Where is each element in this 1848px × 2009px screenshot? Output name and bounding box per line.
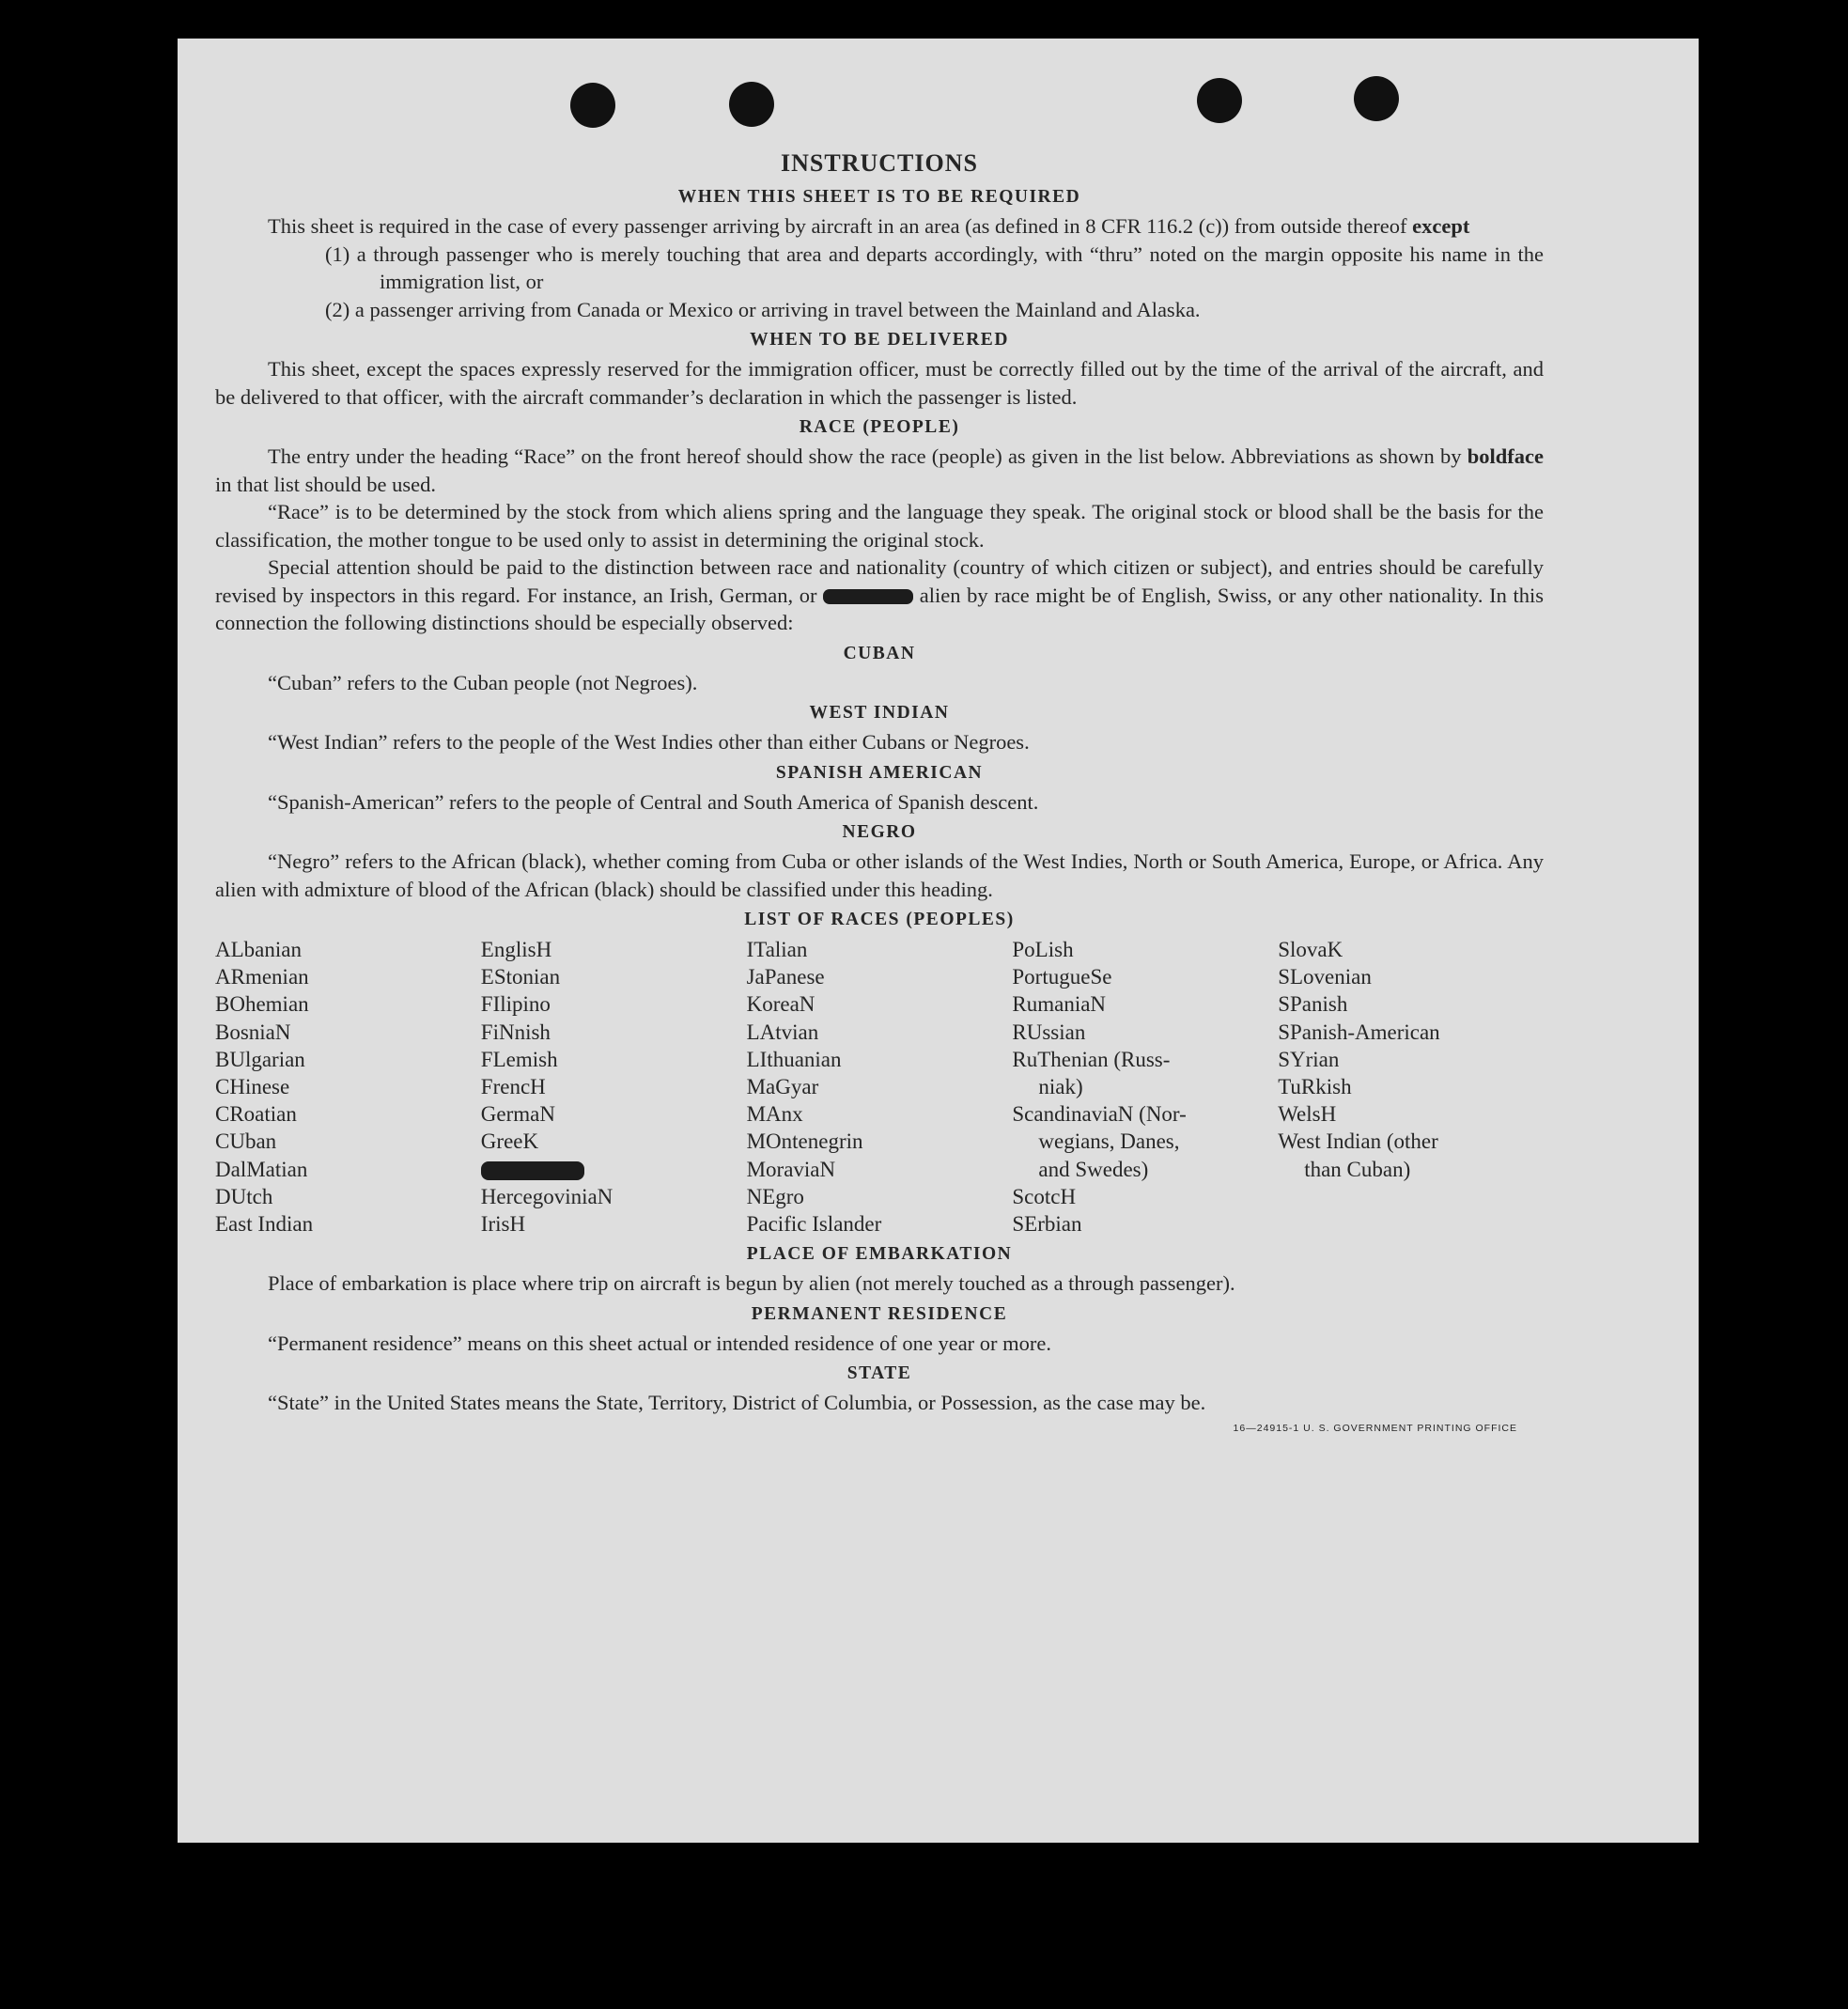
paragraph-race-1: The entry under the heading “Race” on the front hereof should show the race (people) as given in the list below. Abbreviations as shown by boldface in that list should be used.: [215, 444, 1544, 496]
paragraph-embarkation: Place of embarkation is place where trip on aircraft is begun by alien (not merely touched as a through passenger).: [268, 1271, 1235, 1296]
race-entry: FrencH: [480, 1075, 546, 1099]
race-entry: LAtvian: [746, 1020, 819, 1044]
race-entry: ITalian: [746, 938, 808, 961]
redaction-mark: [823, 589, 913, 604]
race-entry: SLovenian: [1278, 965, 1372, 989]
paragraph-residence: “Permanent residence” means on this sheet actual or intended residence of one year or more.: [268, 1331, 1052, 1355]
race-entry: Pacific Islander: [746, 1212, 882, 1237]
race-entry: NEgro: [746, 1184, 804, 1208]
redaction-mark: [481, 1161, 584, 1180]
race-entry: ARmenian: [215, 965, 309, 989]
race-entry: GreeK: [480, 1129, 539, 1154]
race-entry: GermaN: [480, 1102, 555, 1127]
exception-item-2: (2) a passenger arriving from Canada or Mexico or arriving in travel between the Mainland and Alaska.: [325, 297, 1201, 321]
paragraph-delivered: This sheet, except the spaces expressly reserved for the immigration officer, must be correctly filled out by the time of the arrival of the aircraft, and be delivered to that officer, with the aircraft commander’s declaration in which the passenger is listed.: [215, 357, 1544, 409]
races-list: [215, 936, 1544, 1238]
race-entry-continued: and Swedes): [1038, 1157, 1149, 1181]
section-heading-required: WHEN THIS SHEET IS TO BE REQUIRED: [677, 187, 1081, 207]
paragraph-state: “State” in the United States means the State, Territory, District of Columbia, or Possession, as the case may be.: [268, 1391, 1206, 1415]
section-heading-residence: PERMANENT RESIDENCE: [751, 1303, 1008, 1324]
punch-hole-4: [1354, 76, 1399, 121]
race-entry: ScotcH: [1012, 1184, 1077, 1208]
race-entry: West Indian (other: [1278, 1129, 1438, 1154]
race-entry: EnglisH: [480, 938, 552, 961]
races-column-5: [1278, 936, 1544, 1238]
race-entry: SYrian: [1278, 1047, 1340, 1071]
race-entry: FiNnish: [480, 1020, 551, 1044]
races-column-1: [215, 936, 481, 1238]
race-entry: MaGyar: [746, 1075, 819, 1099]
race-entry-redacted: [481, 1156, 747, 1183]
race-entry: CHinese: [215, 1075, 290, 1099]
paragraph-cuban: “Cuban” refers to the Cuban people (not Negroes).: [268, 670, 698, 694]
race-entry: LIthuanian: [746, 1047, 842, 1071]
race-entry: SErbian: [1012, 1212, 1082, 1237]
exception-item-1: (1) a through passenger who is merely touching that area and departs accordingly, with “thru” noted on the margin opposite his name in the immigration list, or: [325, 241, 1544, 293]
race-entry: SPanish-American: [1278, 1020, 1440, 1044]
race-entry: HercegovinіaN: [480, 1184, 613, 1208]
section-heading-state: STATE: [846, 1363, 912, 1384]
race-entry: DalMatian: [215, 1157, 308, 1181]
race-entry: FIlipino: [480, 992, 551, 1017]
race-entry: JaPanese: [746, 965, 825, 989]
punch-hole-1: [570, 83, 615, 128]
section-heading-delivered: WHEN TO BE DELIVERED: [750, 330, 1009, 350]
races-column-4: [1012, 936, 1278, 1238]
race-entry-continued: niak): [1038, 1075, 1083, 1099]
punch-hole-3: [1197, 78, 1242, 123]
race-entry: IrisH: [480, 1212, 526, 1237]
race-entry: CRoatian: [215, 1102, 297, 1127]
race-entry-continued: than Cuban): [1304, 1157, 1411, 1181]
paragraph-race-3: Special attention should be paid to the distinction between race and nationality (country of which citizen or subject), and entries should be carefully revised by inspectors in this regard. For instance, an Irish, German, or alien by race might be of English, Swiss, or any other nationality. In this connection the following distinctions should be especially observed:: [215, 555, 1544, 634]
race-entry: RumaniaN: [1012, 992, 1107, 1017]
race-entry: EStonian: [480, 965, 561, 989]
race-entry: PoLish: [1012, 938, 1074, 961]
race-entry: WelsH: [1278, 1102, 1337, 1127]
race-entry: BUlgarian: [215, 1047, 305, 1071]
race-entry: ScandinaviaN (Nor-: [1012, 1102, 1187, 1127]
race-entry: DUtch: [215, 1184, 273, 1208]
race-entry: SlovaK: [1278, 938, 1343, 961]
section-heading-spanish-american: SPANISH AMERICAN: [775, 762, 984, 783]
race-entry: SPanish: [1278, 992, 1348, 1017]
race-entry: RUssian: [1012, 1020, 1086, 1044]
race-entry: RuThenian (Russ-: [1012, 1047, 1171, 1071]
section-heading-list-of-races: LIST OF RACES (PEOPLES): [744, 910, 1015, 929]
paragraph-spanish-american: “Spanish-American” refers to the people of Central and South America of Spanish descent.: [268, 789, 1039, 814]
instructions-body: [215, 149, 1544, 1434]
footer-row: [215, 1417, 1544, 1434]
race-entry: MAnx: [746, 1102, 803, 1127]
race-entry: ALbanian: [215, 938, 302, 961]
race-entry: KoreaN: [746, 992, 815, 1017]
document-page: [178, 39, 1699, 1843]
race-entry: FLemish: [480, 1047, 558, 1071]
printing-office-imprint: 16—24915-1 U. S. GOVERNMENT PRINTING OFFICE: [1233, 1422, 1517, 1434]
race-entry-continued: wegians, Danes,: [1038, 1129, 1180, 1154]
race-entry: BosniaN: [215, 1020, 291, 1044]
paragraph-race-2: “Race” is to be determined by the stock from which aliens spring and the language they speak. The original stock or blood shall be the basis for the classification, the mother tongue to be used only to assist in determining the original stock.: [215, 500, 1544, 552]
race-entry: MOntenegrin: [746, 1129, 863, 1154]
race-entry: PortugueSe: [1012, 965, 1112, 989]
race-entry: CUban: [215, 1129, 277, 1154]
race-entry: TuRkish: [1278, 1075, 1352, 1099]
section-heading-race: RACE (PEOPLE): [799, 417, 960, 437]
races-column-3: [747, 936, 1013, 1238]
paragraph-negro: “Negro” refers to the African (black), whether coming from Cuba or other islands of the West Indies, North or South America, Europe, or Africa. Any alien with admixture of blood of the African (black) should be classified under this heading.: [215, 849, 1544, 901]
races-column-2: [481, 936, 747, 1238]
race-entry: BOhemian: [215, 992, 309, 1017]
paragraph-west-indian: “West Indian” refers to the people of the West Indies other than either Cubans or Negroes.: [268, 730, 1030, 754]
section-heading-cuban: CUBAN: [843, 643, 916, 663]
race-entry: East Indian: [215, 1212, 314, 1237]
page-title: INSTRUCTIONS: [781, 149, 978, 177]
section-heading-embarkation: PLACE OF EMBARKATION: [746, 1244, 1013, 1265]
race-entry: MoraviaN: [746, 1157, 836, 1181]
punch-hole-2: [729, 82, 774, 127]
paragraph-required: This sheet is required in the case of every passenger arriving by aircraft in an area (as defined in 8 CFR 116.2 (c)) from outside thereof except: [268, 214, 1470, 238]
section-heading-negro: NEGRO: [842, 822, 917, 842]
section-heading-west-indian: WEST INDIAN: [809, 703, 950, 723]
